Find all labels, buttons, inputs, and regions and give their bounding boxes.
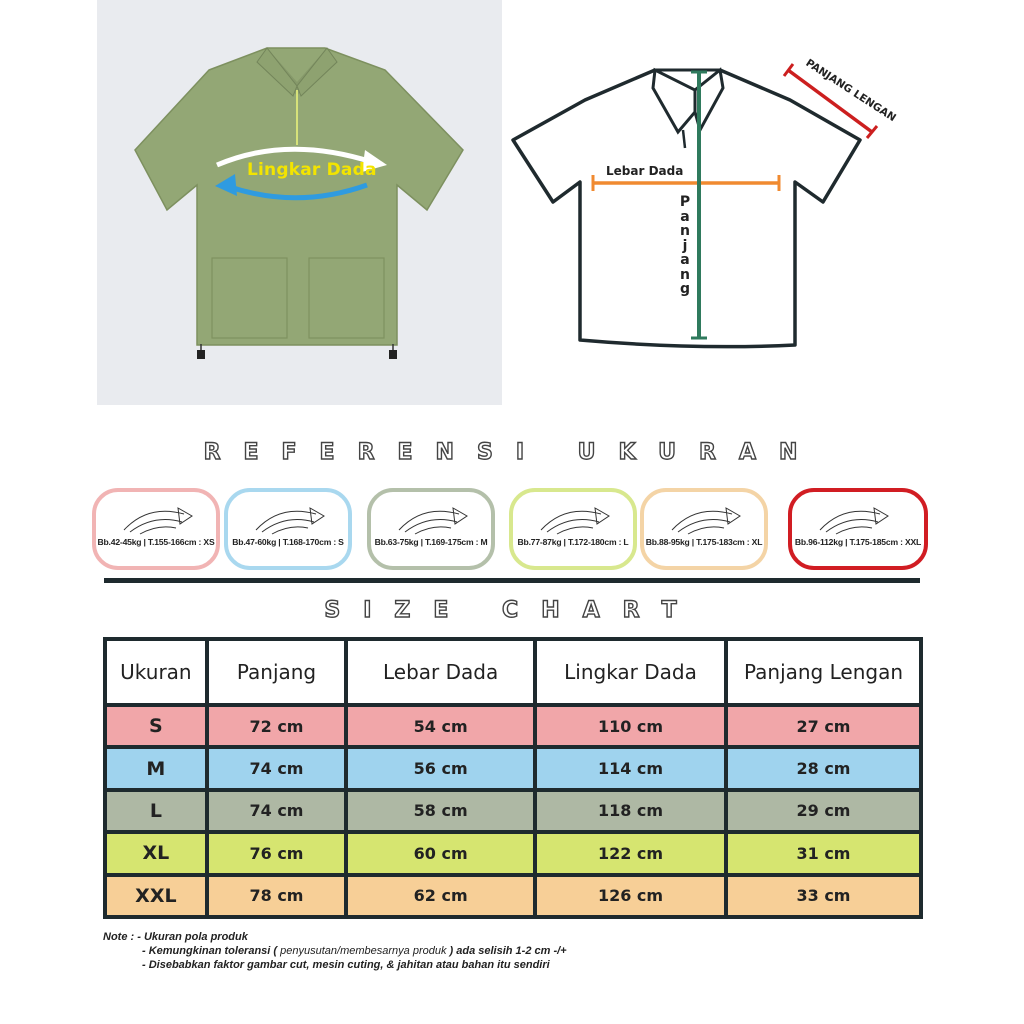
length-label-letter: n (680, 223, 690, 239)
table-row (107, 707, 919, 745)
chest-width-label: Lebar Dada (606, 164, 684, 178)
measurement-cell: 58 cm (348, 792, 533, 830)
table-row (107, 792, 919, 830)
reference-pill (92, 488, 220, 570)
note (103, 930, 567, 972)
note-line-1: - Ukuran pola produk (137, 931, 248, 943)
length-label-letter: j (682, 237, 688, 254)
measurement-cell: 74 cm (209, 749, 344, 787)
divider (104, 578, 920, 583)
measurement-cell: 29 cm (728, 792, 919, 830)
table-row (107, 834, 919, 872)
reference-pill-text: Bb.47-60kg | T.168-170cm : S (232, 537, 344, 547)
length-label-letters (675, 195, 695, 297)
measurement-diagram (505, 40, 925, 370)
chest-circumference-label: Lingkar Dada (247, 160, 377, 180)
measurement-cell: 31 cm (728, 834, 919, 872)
table-row (107, 877, 919, 915)
measurement-cell: 72 cm (209, 707, 344, 745)
curved-arrows-icon (250, 500, 330, 536)
curved-arrows-icon (535, 500, 615, 536)
length-label-letter: g (679, 281, 691, 297)
length-label (675, 195, 695, 297)
note-line-2a: - Kemungkinan toleransi ( (142, 945, 281, 957)
reference-pill (367, 488, 495, 570)
note-line-2c: ) ada selisih 1-2 cm -/+ (446, 945, 567, 957)
shirt-illustration (97, 0, 502, 405)
size-cell: L (107, 792, 205, 830)
header-cell: Panjang Lengan (728, 641, 919, 703)
shirt-outline (505, 40, 925, 370)
size-cell: M (107, 749, 205, 787)
reference-title: REFERENSI UKURAN (203, 440, 821, 465)
size-cell: S (107, 707, 205, 745)
curved-arrows-icon (118, 500, 198, 536)
measurement-cell: 122 cm (537, 834, 724, 872)
size-chart-table (103, 637, 923, 919)
measurement-cell: 126 cm (537, 877, 724, 915)
length-label-letter: a (680, 252, 690, 268)
curved-arrows-icon (814, 500, 894, 536)
measurement-cell: 78 cm (209, 877, 344, 915)
reference-pill (224, 488, 352, 570)
sleeve-length-label: PANJANG LENGAN (803, 57, 899, 125)
measurement-cell: 33 cm (728, 877, 919, 915)
note-line-3: - Disebabkan faktor gambar cut, mesin cuting, & jahitan atau bahan itu sendiri (142, 959, 550, 971)
length-label-letter: P (679, 194, 691, 210)
measurement-cell: 76 cm (209, 834, 344, 872)
reference-pill-text: Bb.96-112kg | T.175-185cm : XXL (794, 537, 922, 547)
reference-pill-text: Bb.77-87kg | T.172-180cm : L (517, 537, 629, 547)
size-cell: XXL (107, 877, 205, 915)
reference-pill-text: Bb.63-75kg | T.169-175cm : M (374, 537, 488, 547)
note-prefix: Note : (103, 931, 138, 943)
measurement-cell: 54 cm (348, 707, 533, 745)
measurement-cell: 56 cm (348, 749, 533, 787)
size-chart-title: SIZE CHART (324, 598, 700, 623)
reference-pill-text: Bb.42-45kg | T.155-166cm : XS (97, 537, 215, 547)
curved-arrows-icon (393, 500, 473, 536)
header-cell: Panjang (209, 641, 344, 703)
reference-pill (788, 488, 928, 570)
measurement-cell: 60 cm (348, 834, 533, 872)
length-label-letter: n (680, 266, 690, 283)
header-cell: Lingkar Dada (537, 641, 724, 703)
table-header-row (107, 641, 919, 703)
measurement-cell: 28 cm (728, 749, 919, 787)
measurement-cell: 114 cm (537, 749, 724, 787)
note-line-2b: penyusutan/membesarnya produk (280, 945, 447, 957)
measurement-cell: 118 cm (537, 792, 724, 830)
reference-pill (640, 488, 768, 570)
measurement-cell: 74 cm (209, 792, 344, 830)
table-row (107, 749, 919, 787)
size-cell: XL (107, 834, 205, 872)
header-cell: Lebar Dada (348, 641, 533, 703)
measurement-cell: 62 cm (348, 877, 533, 915)
measurement-cell: 110 cm (537, 707, 724, 745)
header-cell: Ukuran (107, 641, 205, 703)
curved-arrows-icon (666, 500, 746, 536)
reference-pill-text: Bb.88-95kg | T.175-183cm : XL (645, 537, 763, 547)
reference-pill (509, 488, 637, 570)
measurement-cell: 27 cm (728, 707, 919, 745)
length-label-letter: a (680, 208, 690, 225)
product-photo (97, 0, 502, 405)
